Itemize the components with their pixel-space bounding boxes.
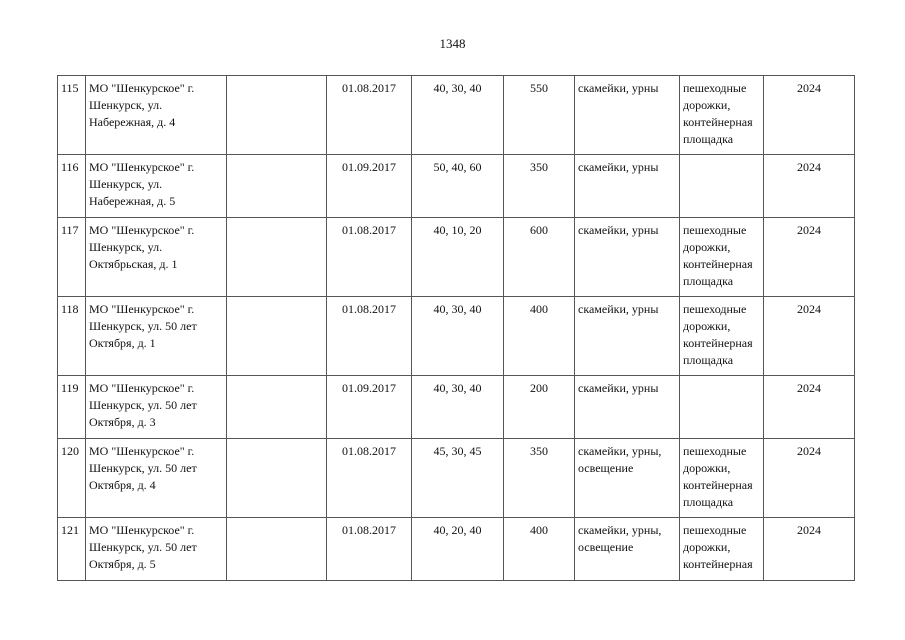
row-number: 117: [58, 218, 86, 297]
date-cell: 01.09.2017: [327, 376, 412, 439]
extra-features-cell: [680, 297, 764, 376]
table-row: [58, 297, 855, 376]
blank-cell: [227, 518, 327, 581]
row-number: 120: [58, 439, 86, 518]
year-cell: 2024: [764, 376, 855, 439]
extra-feature-line: контейнерная: [683, 557, 753, 571]
row-number: 121: [58, 518, 86, 581]
dimensions-cell: 40, 30, 40: [412, 376, 504, 439]
address-line: МО "Шенкурское" г.: [89, 302, 195, 316]
address-line: Октября, д. 1: [89, 336, 156, 350]
address-line: Набережная, д. 4: [89, 115, 176, 129]
extra-feature-line: дорожки,: [683, 98, 731, 112]
date-cell: 01.09.2017: [327, 155, 412, 218]
address-line: МО "Шенкурское" г.: [89, 381, 195, 395]
extra-feature-line: дорожки,: [683, 540, 731, 554]
address-cell: [86, 439, 227, 518]
year-cell: 2024: [764, 76, 855, 155]
address-cell: [86, 518, 227, 581]
equipment-cell: скамейки, урны: [575, 376, 680, 439]
address-line: Шенкурск, ул. 50 лет: [89, 461, 197, 475]
address-line: Шенкурск, ул.: [89, 177, 163, 191]
area-cell: 350: [504, 439, 575, 518]
extra-feature-line: площадка: [683, 495, 734, 509]
row-number: 119: [58, 376, 86, 439]
table-row: [58, 376, 855, 439]
equipment-cell: скамейки, урны, освещение: [575, 518, 680, 581]
blank-cell: [227, 439, 327, 518]
address-line: МО "Шенкурское" г.: [89, 160, 195, 174]
extra-features-cell: [680, 518, 764, 581]
dimensions-cell: 45, 30, 45: [412, 439, 504, 518]
date-cell: 01.08.2017: [327, 76, 412, 155]
blank-cell: [227, 218, 327, 297]
address-cell: [86, 218, 227, 297]
address-line: Октября, д. 4: [89, 478, 156, 492]
extra-feature-line: площадка: [683, 274, 734, 288]
registry-rows: [58, 76, 855, 581]
extra-feature-line: пешеходные: [683, 523, 747, 537]
extra-feature-line: площадка: [683, 353, 734, 367]
extra-features-cell: [680, 376, 764, 439]
extra-feature-line: пешеходные: [683, 223, 747, 237]
area-cell: 200: [504, 376, 575, 439]
date-cell: 01.08.2017: [327, 439, 412, 518]
year-cell: 2024: [764, 218, 855, 297]
dimensions-cell: 40, 10, 20: [412, 218, 504, 297]
extra-feature-line: дорожки,: [683, 461, 731, 475]
address-line: МО "Шенкурское" г.: [89, 223, 195, 237]
date-cell: 01.08.2017: [327, 297, 412, 376]
address-line: Октября, д. 5: [89, 557, 156, 571]
extra-feature-line: пешеходные: [683, 444, 747, 458]
area-cell: 600: [504, 218, 575, 297]
table-row: [58, 439, 855, 518]
table-row: [58, 155, 855, 218]
equipment-cell: скамейки, урны: [575, 218, 680, 297]
address-line: Шенкурск, ул. 50 лет: [89, 540, 197, 554]
year-cell: 2024: [764, 518, 855, 581]
extra-features-cell: [680, 218, 764, 297]
area-cell: 350: [504, 155, 575, 218]
address-cell: [86, 297, 227, 376]
address-line: МО "Шенкурское" г.: [89, 444, 195, 458]
extra-feature-line: пешеходные: [683, 302, 747, 316]
dimensions-cell: 40, 20, 40: [412, 518, 504, 581]
date-cell: 01.08.2017: [327, 518, 412, 581]
row-number: 116: [58, 155, 86, 218]
equipment-cell: скамейки, урны, освещение: [575, 439, 680, 518]
extra-feature-line: дорожки,: [683, 319, 731, 333]
address-cell: [86, 155, 227, 218]
address-line: МО "Шенкурское" г.: [89, 81, 195, 95]
dimensions-cell: 50, 40, 60: [412, 155, 504, 218]
year-cell: 2024: [764, 439, 855, 518]
blank-cell: [227, 376, 327, 439]
area-cell: 400: [504, 518, 575, 581]
area-cell: 400: [504, 297, 575, 376]
date-cell: 01.08.2017: [327, 218, 412, 297]
address-line: Октябрьская, д. 1: [89, 257, 178, 271]
table-row: [58, 76, 855, 155]
extra-feature-line: дорожки,: [683, 240, 731, 254]
row-number: 115: [58, 76, 86, 155]
page-number: 1348: [439, 36, 466, 51]
extra-feature-line: площадка: [683, 132, 734, 146]
address-line: Шенкурск, ул.: [89, 98, 163, 112]
equipment-cell: скамейки, урны: [575, 76, 680, 155]
extra-features-cell: [680, 439, 764, 518]
blank-cell: [227, 76, 327, 155]
address-line: Шенкурск, ул. 50 лет: [89, 398, 197, 412]
equipment-cell: скамейки, урны: [575, 297, 680, 376]
table-row: [58, 218, 855, 297]
extra-feature-line: контейнерная: [683, 478, 753, 492]
year-cell: 2024: [764, 155, 855, 218]
dimensions-cell: 40, 30, 40: [412, 76, 504, 155]
blank-cell: [227, 155, 327, 218]
year-cell: 2024: [764, 297, 855, 376]
extra-feature-line: контейнерная: [683, 336, 753, 350]
extra-feature-line: контейнерная: [683, 115, 753, 129]
blank-cell: [227, 297, 327, 376]
row-number: 118: [58, 297, 86, 376]
dimensions-cell: 40, 30, 40: [412, 297, 504, 376]
address-line: Октября, д. 3: [89, 415, 156, 429]
address-line: Шенкурск, ул.: [89, 240, 163, 254]
address-line: Шенкурск, ул. 50 лет: [89, 319, 197, 333]
registry-table: [57, 75, 855, 581]
address-line: МО "Шенкурское" г.: [89, 523, 195, 537]
extra-features-cell: [680, 76, 764, 155]
address-line: Набережная, д. 5: [89, 194, 176, 208]
table-row: [58, 518, 855, 581]
extra-features-cell: [680, 155, 764, 218]
extra-feature-line: пешеходные: [683, 81, 747, 95]
address-cell: [86, 376, 227, 439]
area-cell: 550: [504, 76, 575, 155]
address-cell: [86, 76, 227, 155]
equipment-cell: скамейки, урны: [575, 155, 680, 218]
extra-feature-line: контейнерная: [683, 257, 753, 271]
